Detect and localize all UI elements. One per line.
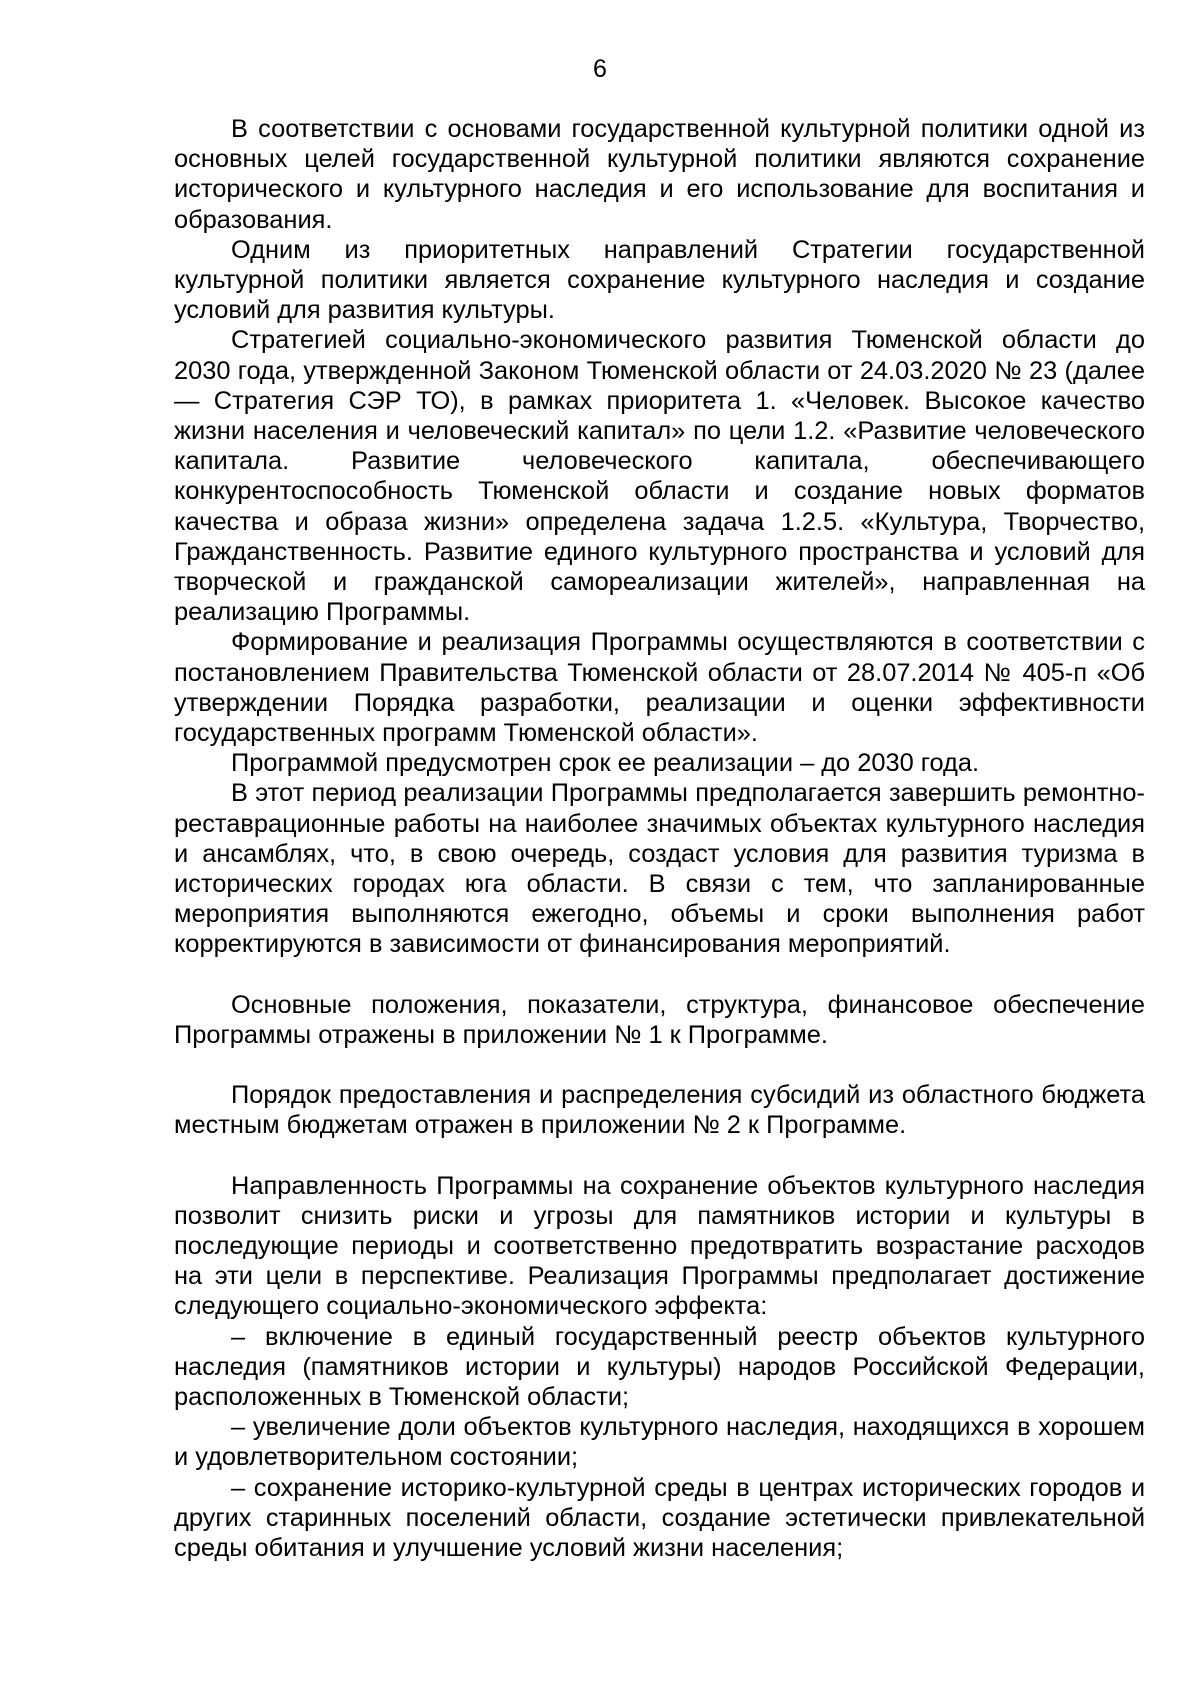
paragraph-program-effect: Направленность Программы на сохранение объектов культурного наследия позволит снизить риски и угрозы для памятников истории и культуры в последующие периоды и соответственно предотвратить возрастание расходов на эти цели в перспективе. Реализация Программы предполагает достижение следующего социально-экономического эффекта: <box>174 1171 1145 1321</box>
list-item-historical-environment: – сохранение историко-культурной среды в центрах исторических городов и других старинных поселений области, создание эстетически привлекательной среды обитания и улучшение условий жизни населения; <box>174 1473 1145 1562</box>
paragraph-program-term: Программой предусмотрен срок ее реализации – до 2030 года. <box>231 749 980 778</box>
list-item-condition-share: – увеличение доли объектов культурного наследия, находящихся в хорошем и удовлетворительном состоянии; <box>174 1413 1145 1472</box>
paragraph-appendix-1: Основные положения, показатели, структура, финансовое обеспечение Программы отражены в приложении № 1 к Программе. <box>174 990 1145 1049</box>
paragraph-program-formation: Формирование и реализация Программы осуществляются в соответствии с постановлением Правительства Тюменской области от 28.07.2014 № 405-п «Об утверждении Порядка разработки, реализации и оценки эффективности государственных программ Тюменской области». <box>174 628 1145 748</box>
page-number: 6 <box>593 55 607 83</box>
document-body <box>174 114 1145 1563</box>
paragraph-restoration-works: В этот период реализации Программы предполагается завершить ремонтно-реставрационные работы на наиболее значимых объектах культурного наследия и ансамблях, что, в свою очередь, создаст условия для развития туризма в исторических городах юга области. В связи с тем, что запланированные мероприятия выполняются ежегодно, объемы и сроки выполнения работ корректируются в зависимости от финансирования мероприятий. <box>174 779 1145 959</box>
spacer <box>174 960 1145 990</box>
list-item-registry: – включение в единый государственный реестр объектов культурного наследия (памятников истории и культуры) народов Российской Федерации, расположенных в Тюменской области; <box>174 1322 1145 1411</box>
spacer <box>174 1141 1145 1171</box>
spacer <box>174 1050 1145 1080</box>
paragraph-appendix-2: Порядок предоставления и распределения субсидий из областного бюджета местным бюджетам отражен в приложении № 2 к Программе. <box>174 1081 1145 1140</box>
paragraph-cultural-policy: В соответствии с основами государственной культурной политики одной из основных целей государственной культурной политики являются сохранение исторического и культурного наследия и его использование для воспитания и образования. <box>174 115 1145 234</box>
paragraph-ser-strategy: Стратегией социально-экономического развития Тюменской области до 2030 года, утвержденной Законом Тюменской области от 24.03.2020 № 23 (далее — Стратегия СЭР ТО), в рамках приоритета 1. «Человек. Высокое качество жизни населения и человеческий капитал» по цели 1.2. «Развитие человеческого капитала. Развитие человеческого капитала, обеспечивающего конкурентоспособность Тюменской области и создание новых форматов качества и образа жизни» определена задача 1.2.5. «Культура, Творчество, Гражданственность. Развитие единого культурного пространства и условий для творческой и гражданской самореализации жителей», направленная на реализацию Программы. <box>174 326 1145 627</box>
paragraph-strategy-priority: Одним из приоритетных направлений Стратегии государственной культурной политики является сохранение культурного наследия и создание условий для развития культуры. <box>174 235 1145 325</box>
